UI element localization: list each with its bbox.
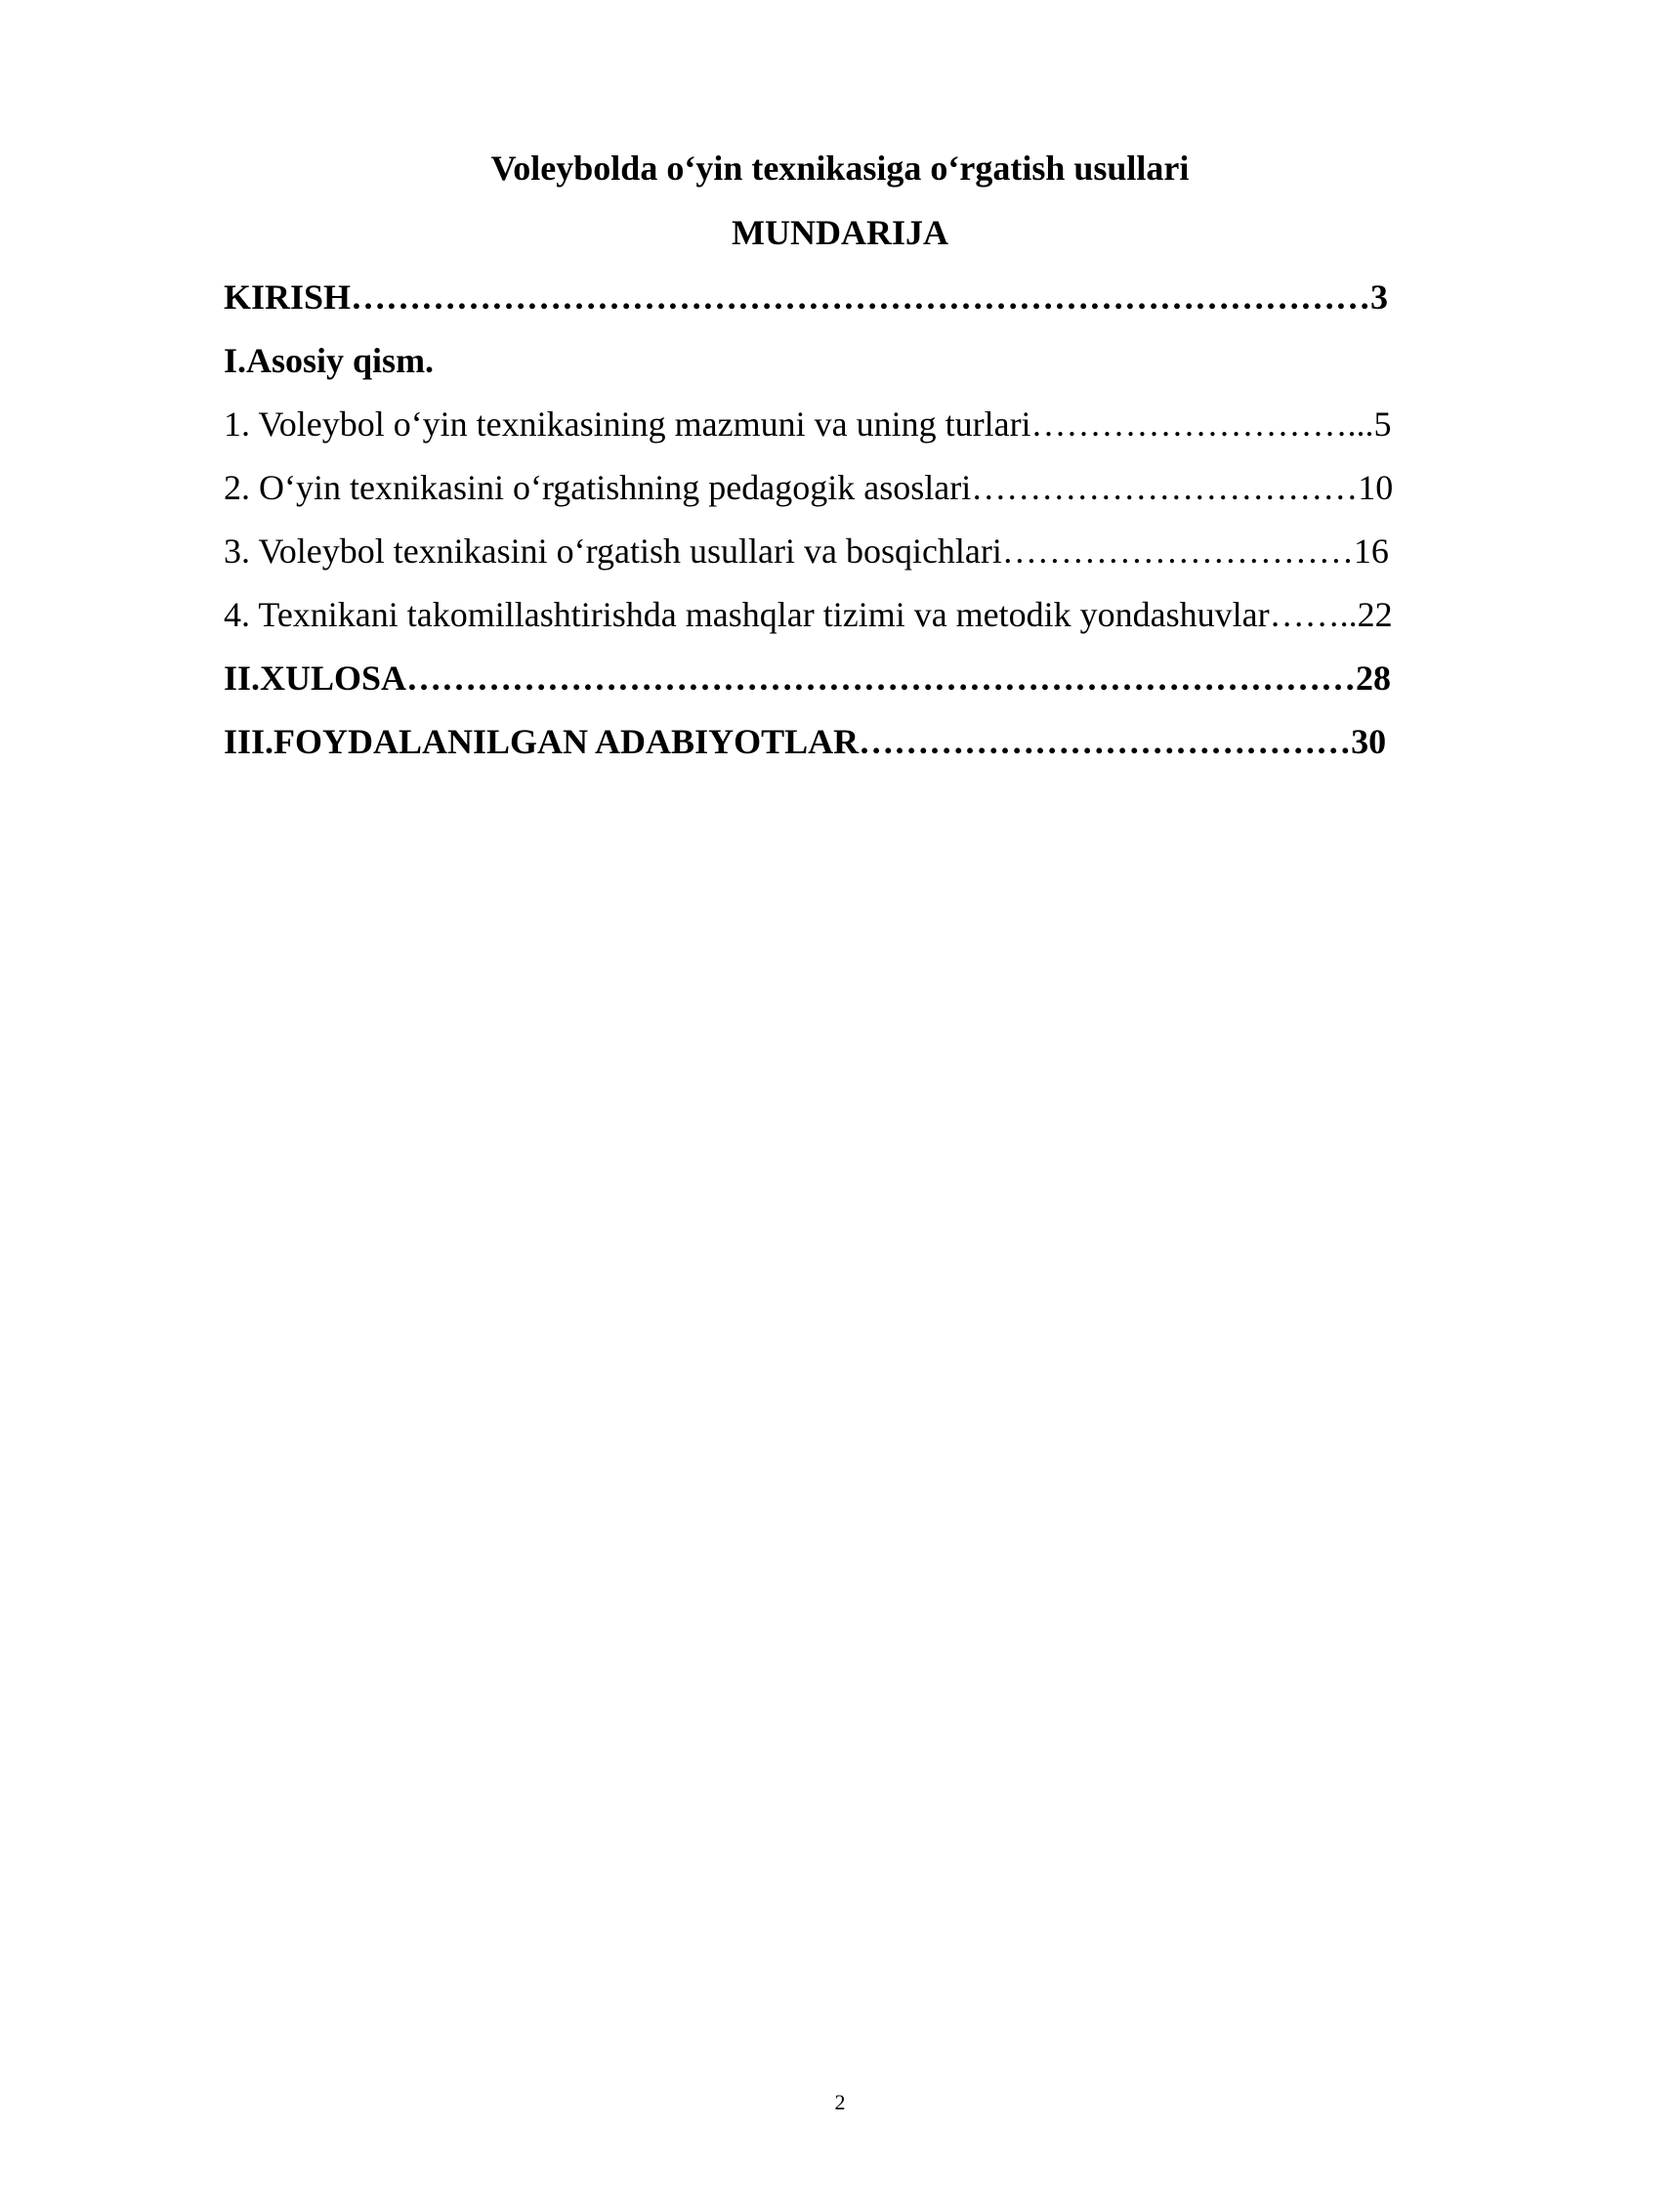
document-title: Voleybolda o‘yin texnikasiga o‘rgatish usullari — [490, 149, 1190, 188]
page-number: 2 — [834, 2090, 846, 2114]
toc-heading: MUNDARIJA — [732, 213, 948, 252]
toc-entry-adabiyotlar: III.FOYDALANILGAN ADABIYOTLAR……………………………………30 — [224, 722, 1387, 761]
toc-entry-asosiy-qism: I.Asosiy qism. — [224, 341, 435, 380]
toc-entry-1: 1. Voleybol o‘yin texnikasining mazmuni va uning turlari………………………...5 — [224, 404, 1392, 444]
toc-entry-kirish: KIRISH……………………………………………………………………………3 — [224, 277, 1389, 317]
toc-entry-3: 3. Voleybol texnikasini o‘rgatish usullari va bosqichlari…………………………16 — [224, 531, 1389, 571]
toc-entry-4: 4. Texnikani takomillashtirishda mashqlar tizimi va metodik yondashuvlar……..22 — [224, 595, 1393, 634]
toc-entry-xulosa: II.XULOSA………………………………………………………………………28 — [224, 659, 1392, 698]
toc-entry-2: 2. O‘yin texnikasini o‘rgatishning pedagogik asoslari……………………………10 — [224, 468, 1394, 507]
